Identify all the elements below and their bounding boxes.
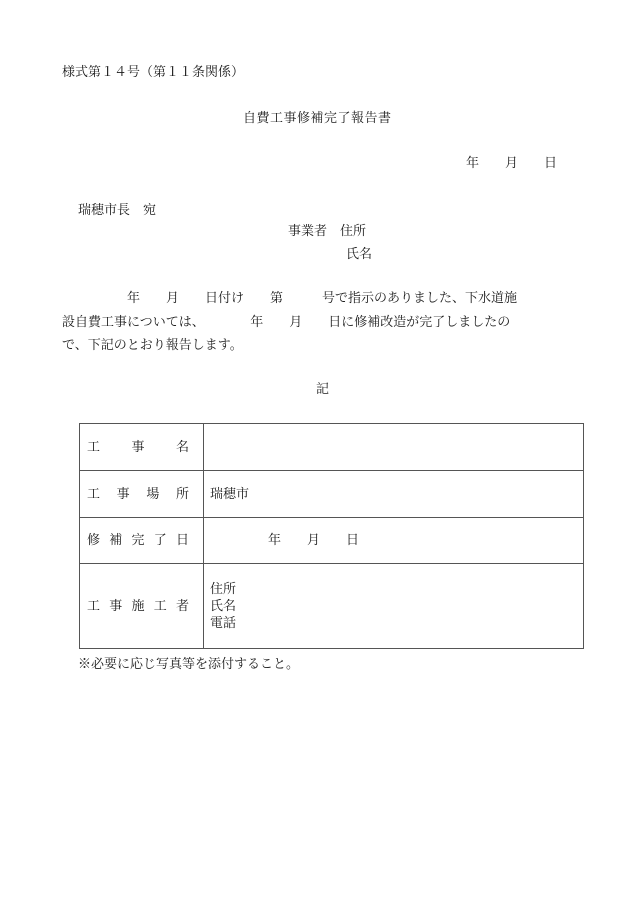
contractor-name-label: 氏名 xyxy=(210,598,237,614)
contractor-address-label: 住所 xyxy=(210,581,237,597)
label-char: 了 xyxy=(153,533,167,548)
body-text-line: 設自費工事については、 年 月 日に修補改造が完了しましたの xyxy=(62,315,511,330)
form-number: 様式第１４号（第１１条関係） xyxy=(62,65,245,80)
label-char: 工 xyxy=(87,486,101,502)
table-row xyxy=(80,424,584,471)
date-placeholder: 年 月 日 xyxy=(268,533,360,548)
contractor-value xyxy=(204,564,584,649)
label-char: 場 xyxy=(146,486,160,502)
repair-completion-date-label xyxy=(80,518,204,564)
report-date: 年 月 日 xyxy=(466,156,558,171)
label-char: 工 xyxy=(87,439,101,455)
label-char: 修 xyxy=(87,533,101,548)
document-title: 自費工事修補完了報告書 xyxy=(243,111,392,126)
label-char: 施 xyxy=(131,598,145,614)
label-char: 工 xyxy=(153,598,167,614)
table-row xyxy=(80,564,584,649)
body-text-line: 年 月 日付け 第 号で指示のありました、下水道施 xyxy=(62,291,518,306)
label-char: 者 xyxy=(175,598,189,614)
construction-site-value: 瑞穂市 xyxy=(204,471,584,518)
label-char: 所 xyxy=(175,486,189,502)
addressee: 瑞穂市長 宛 xyxy=(78,203,157,218)
business-address-label: 事業者 住所 xyxy=(288,224,367,239)
construction-name-label xyxy=(80,424,204,471)
record-heading: 記 xyxy=(316,382,330,397)
table-row xyxy=(80,471,584,518)
label-char: 事 xyxy=(109,598,123,614)
detail-table xyxy=(79,423,584,649)
business-name-label: 氏名 xyxy=(346,247,373,262)
label-char: 名 xyxy=(175,439,189,455)
label-char: 事 xyxy=(116,486,130,502)
repair-completion-date-value xyxy=(204,518,584,564)
table-row xyxy=(80,518,584,564)
label-char: 完 xyxy=(131,533,145,548)
contractor-label xyxy=(80,564,204,649)
label-char: 工 xyxy=(87,598,101,614)
construction-site-label xyxy=(80,471,204,518)
label-char: 補 xyxy=(109,533,123,548)
contractor-phone-label: 電話 xyxy=(210,615,237,631)
label-char: 事 xyxy=(131,439,145,455)
label-char: 日 xyxy=(175,533,189,548)
attachment-note: ※必要に応じ写真等を添付すること。 xyxy=(78,657,300,672)
body-text-line: で、下記のとおり報告します。 xyxy=(62,338,243,353)
construction-name-value xyxy=(204,424,584,471)
